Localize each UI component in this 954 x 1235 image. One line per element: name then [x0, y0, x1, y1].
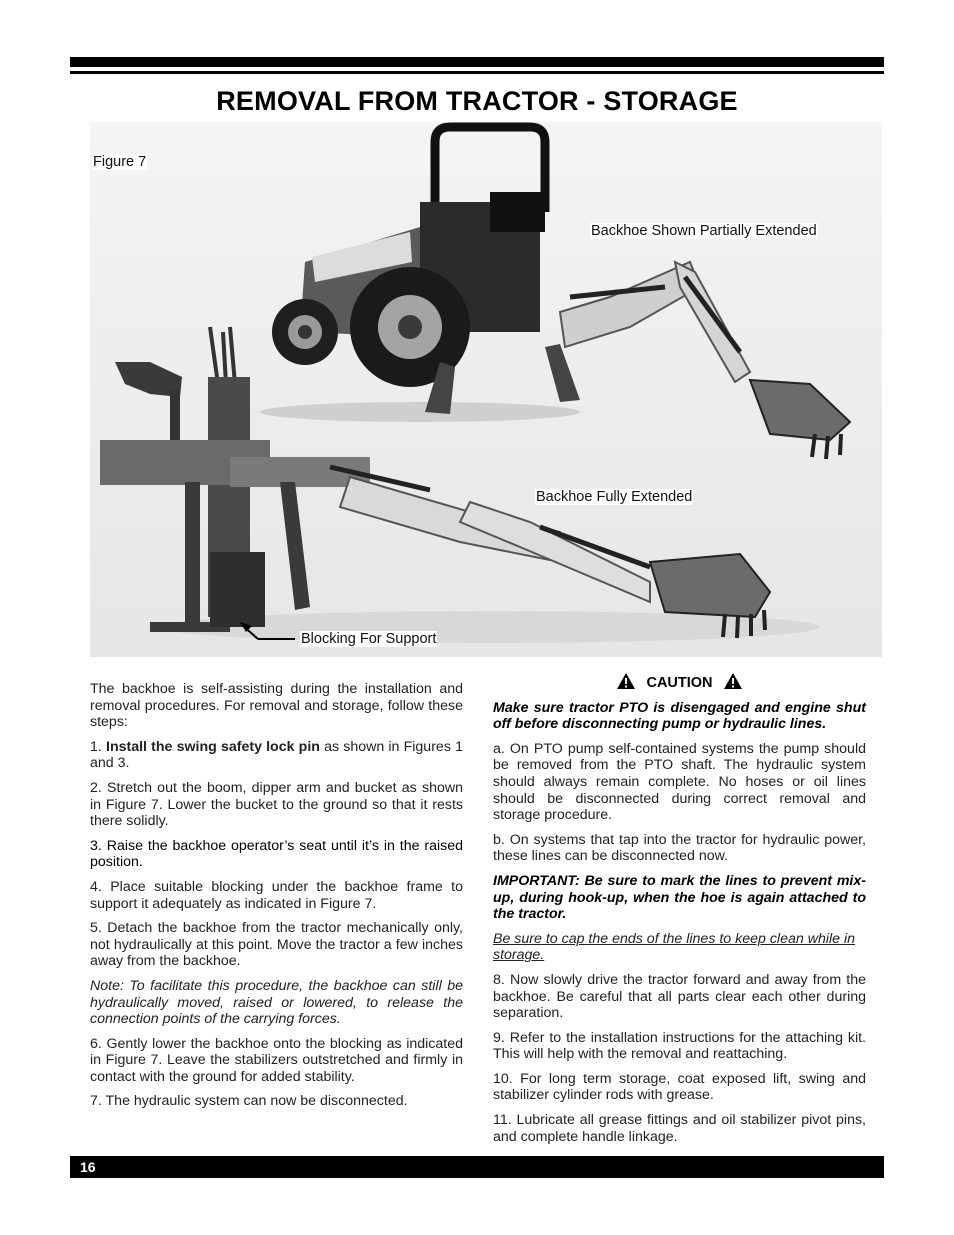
step-2: 2. Stretch out the boom, dipper arm and bucket as shown in Figure 7. Lower the bucket to the ground so that it rests there solidly.: [90, 779, 463, 830]
page-number: 16: [80, 1159, 96, 1175]
item-b: b. On systems that tap into the tractor for hydraulic power, these lines can be disconnected now.: [493, 831, 866, 865]
warning-icon: [723, 672, 743, 690]
step-6: 6. Gently lower the backhoe onto the blocking as indicated in Figure 7. Leave the stabilizers outstretched and firmly in contact with the ground for added stability.: [90, 1035, 463, 1085]
step-1: 1. Install the swing safety lock pin as shown in Figures 1 and 3.: [90, 738, 463, 772]
step-8: 8. Now slowly drive the tractor forward and away from the backhoe. Be careful that all parts clear each other during separation.: [493, 971, 866, 1022]
cap-lines-text: Be sure to cap the ends of the lines to keep clean while in storage.: [493, 930, 856, 964]
step-4: 4. Place suitable blocking under the backhoe frame to support it adequately as indicated in Figure 7.: [90, 878, 463, 912]
header-rule-thick: [70, 57, 884, 67]
figure-7: [90, 122, 882, 657]
intro-paragraph: The backhoe is self-assisting during the installation and removal procedures. For removal and storage, follow these steps:: [90, 681, 463, 731]
left-column: [90, 681, 463, 1118]
page-title: REMOVAL FROM TRACTOR - STORAGE: [216, 86, 738, 116]
caution-heading: [493, 672, 866, 692]
callout-blocking: Blocking For Support: [301, 631, 437, 647]
backhoe-illustration: [90, 122, 882, 657]
callout-fully-extended: Backhoe Fully Extended: [536, 489, 693, 505]
step-3: 3. Raise the backhoe operator’s seat until it’s in the raised position.: [90, 837, 463, 871]
step-5: 5. Detach the backhoe from the tractor mechanically only, not hydraulically at this point. Move the tractor a few inches away from the backhoe.: [90, 920, 463, 970]
caution-text: Make sure tractor PTO is disengaged and engine shut off before disconnecting pump or hydraulic lines.: [493, 699, 866, 733]
step-7: 7. The hydraulic system can now be disconnected.: [90, 1093, 408, 1110]
note-paragraph: Note: To facilitate this procedure, the backhoe can still be hydraulically moved, raised or lowered, to release the connection points of the carrying forces.: [90, 977, 463, 1028]
right-column: [493, 672, 866, 1153]
step-9: 9. Refer to the installation instructions for the attaching kit. This will help with the removal and reattaching.: [493, 1029, 866, 1063]
item-a: a. On PTO pump self-contained systems the pump should be removed from the PTO shaft. The hydraulic system should always remain complete. No hoses or oil lines should be disconnected during correct removal and storage procedure.: [493, 740, 866, 824]
step-11: 11. Lubricate all grease fittings and oil stabilizer pivot pins, and complete handle linkage.: [493, 1112, 866, 1145]
warning-icon: [616, 672, 636, 690]
figure-label: Figure 7: [93, 154, 147, 170]
step-10: 10. For long term storage, coat exposed lift, swing and stabilizer cylinder rods with grease.: [493, 1070, 866, 1104]
callout-partially-extended: Backhoe Shown Partially Extended: [591, 223, 817, 239]
header-rule-thin: [70, 71, 884, 74]
important-text: IMPORTANT: Be sure to mark the lines to prevent mix-up, during hook-up, when the hoe is again attached to the tractor.: [493, 872, 866, 923]
footer-bar: [70, 1156, 884, 1178]
caution-title: CAUTION: [646, 675, 713, 691]
